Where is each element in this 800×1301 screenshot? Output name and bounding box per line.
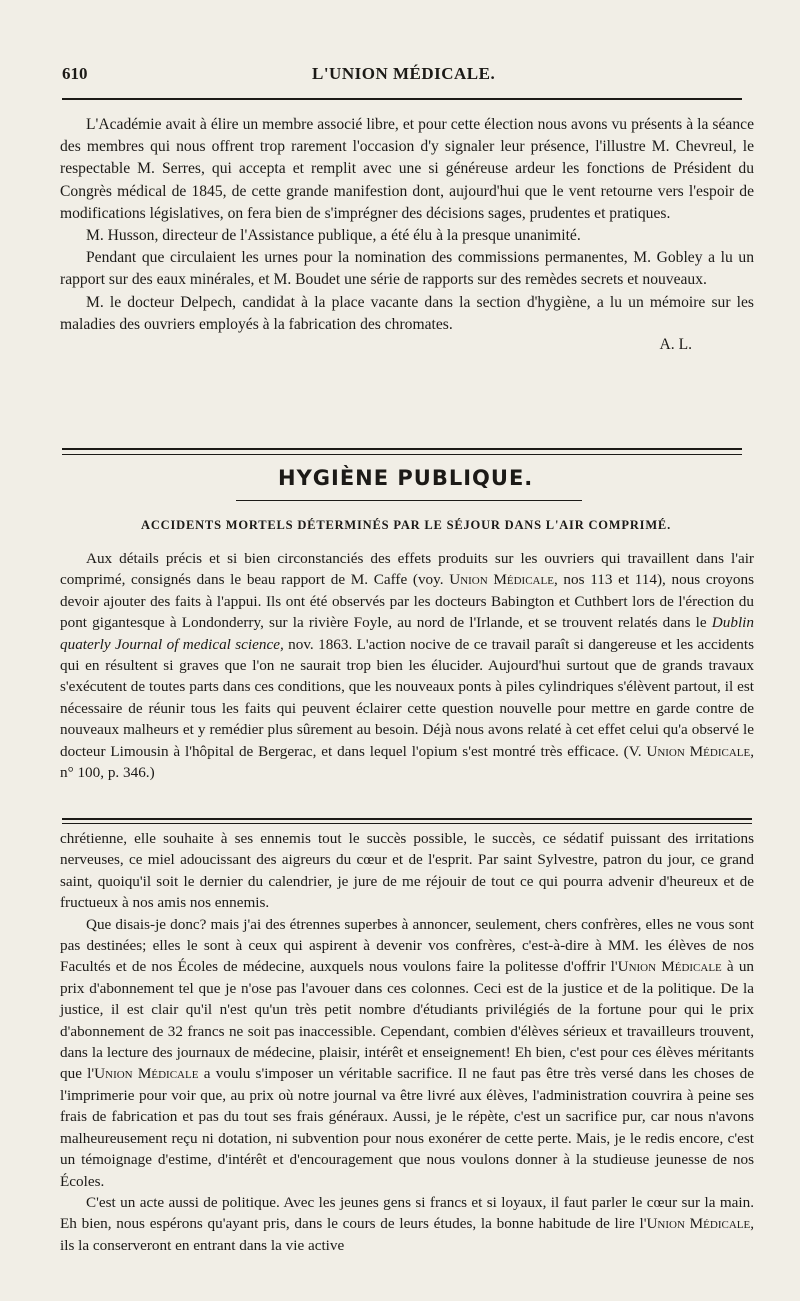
paragraph (60, 548, 754, 783)
title-underline (236, 500, 582, 501)
feuilleton (60, 828, 754, 1256)
text-run: , n° 100, p. 346.) (60, 742, 755, 782)
page-header (62, 62, 752, 92)
paragraph (60, 914, 754, 1192)
text-run: nov. 1863. L'action nocive de ce travail paraît si dangereuse et les accidents qui en résultent si graves que l'on ne saurait trop bien les élucider. Aujourd'hui surtout que de grands travaux s'exécutent de toutes parts dans ces conditions, que les nouveaux ponts à piles cylindriques s'élèvent partout, il est nécessaire de réunir tous les faits qui peuvent éclairer cette question nouvelle pour mettre en garde contre de nouveaux malheurs et y remédier plus sûrement au besoin. Déjà nous avons relaté à cet effet celui qu'a observé le docteur Limousin à l'hôpital de Bergerac, et dans lequel l'opium s'est montré très efficace. (V. (60, 635, 754, 760)
text-run: , nos 113 et 114), nous croyons devoir ajouter des faits à l'appui. Ils ont été observés par les docteurs Babington et Cuthbert lors de l'érection du pont gigantesque à Londonderry, sur la rivière Foyle, au nord de l'Irlande, et se trouvent relatés dans le (60, 571, 754, 632)
feuilleton-divider-top (62, 818, 752, 820)
paragraph: Pendant que circulaient les urnes pour la nomination des commissions permanentes, M. Gobley a lu un rapport sur des eaux minérales, et M. Boudet une série de rapports sur des remèdes secrets et nouveaux. (60, 249, 754, 289)
paragraph: M. Husson, directeur de l'Assistance publique, a été élu à la presque unanimité. (86, 227, 581, 245)
signature: A. L. (659, 336, 692, 354)
header-rule (62, 98, 742, 100)
journal-reference: Union Médicale (449, 571, 554, 589)
text-run: à un prix d'abonnement tel que je n'ose pas l'avouer dans ces colonnes. Ceci est de la justice et de la politique. De la justice, il est clair qu'il n'est qu'un très petit nombre d'étudiants privilégiés de la fortune pour qui le prix d'abonnement de 32 francs ne soit pas inaccessible. Cependant, combien d'élèves sérieux et travailleurs trouvent, dans la lecture des journaux de médecine, plaisir, intérêt et enseignement! Eh bien, c'est pour ces élèves méritants que l' (60, 958, 755, 1083)
hygiene-article (60, 548, 754, 783)
feuilleton-divider-bottom (62, 823, 752, 824)
paragraph: L'Académie avait à élire un membre associé libre, et pour cette élection nous avons vu présents à la séance des membres qui nous offrent trop rarement l'occasion d'y signaler leur présence, l'illustre M. Chevreul, le respectable M. Serres, qui accepta et remplit avec une si généreuse ardeur les fonctions de Président du Congrès médical de 1845, de cette grande manifestion dont, aujourd'hui que le vent retourne vers l'espoir de modifications législatives, on fera bien de s'imprégner des décisions sages, prudentes et pratiques. (60, 116, 754, 222)
text-run: Aux détails précis et si bien circonstanciés des effets produits sur les ouvriers qui travaillent dans l'air comprimé, consignés dans le beau rapport de M. Caffe (voy. (60, 550, 754, 589)
paragraph (60, 1192, 754, 1256)
journal-reference: Union Médicale (646, 742, 751, 760)
article-subtitle: ACCIDENTS MORTELS DÉTERMINÉS PAR LE SÉJOUR DANS L'AIR COMPRIMÉ. (141, 518, 671, 532)
academy-report (60, 114, 754, 354)
section-divider-bottom (62, 454, 742, 455)
text-run: Que disais-je donc? mais j'ai des étrennes superbes à annoncer, seulement, chers confrères, elles ne vous sont pas destinées; elles le sont à ceux qui aspirent à devenir vos confrères, c'est-à-dire à MM. les élèves de nos Facultés et de nos Écoles de médecine, auxquels nous voulons faire la politesse d'offrir l' (60, 915, 754, 976)
paragraph: M. le docteur Delpech, candidat à la place vacante dans la section d'hygiène, a lu un mémoire sur les maladies des ouvriers employés à la fabrication des chromates. (60, 293, 754, 333)
paragraph: chrétienne, elle souhaite à ses ennemis tout le succès possible, le succès, ce sédatif puissant des irritations nerveuses, ce miel adoucissant des aigreurs du cœur et de l'esprit. Par saint Sylvestre, patron du jour, ce grand saint, quoiqu'il soit le dernier du calendrier, je jure de me réjouir de tout ce qui pourra advenir d'heureux et de fructueux à nos amis nos ennemis. (60, 830, 754, 912)
page-number: 610 (62, 64, 88, 83)
section-divider-top (62, 448, 742, 450)
text-run: a voulu s'imposer un véritable sacrifice. Il ne faut pas être très versé dans les choses de l'imprimerie pour voir que, au prix où notre journal va être livré aux élèves, l'administration couvrira à peine ses frais de fabrication et pas du tout ses frais généraux. Aussi, je le répète, c'est un sacrifice pur, car nous n'avons malheureusement reçu ni dotation, ni subvention pour nous exonérer de cette perte. Mais, je le redis encore, c'est un témoignage d'estime, d'intérêt et d'encouragement que nous voulons donner à la studieuse jeunesse de nos Écoles. (60, 1065, 755, 1190)
text-run: , ils la conserveront en entrant dans la vie active (60, 1215, 755, 1254)
journal-reference: Union Médicale (617, 958, 722, 976)
journal-reference: Union Médicale (94, 1065, 199, 1083)
journal-title: Dublin quaterly Journal of medical science, (60, 614, 754, 653)
running-title: L'UNION MÉDICALE. (312, 64, 496, 83)
text-run: C'est un acte aussi de politique. Avec les jeunes gens si francs et si loyaux, il faut parler le cœur sur la main. Eh bien, nous espérons qu'ayant pris, dans le cours de leurs études, la bonne habitude de lire l' (60, 1193, 754, 1233)
section-title: HYGIÈNE PUBLIQUE. (278, 466, 534, 490)
journal-reference: Union Médicale (646, 1215, 751, 1233)
